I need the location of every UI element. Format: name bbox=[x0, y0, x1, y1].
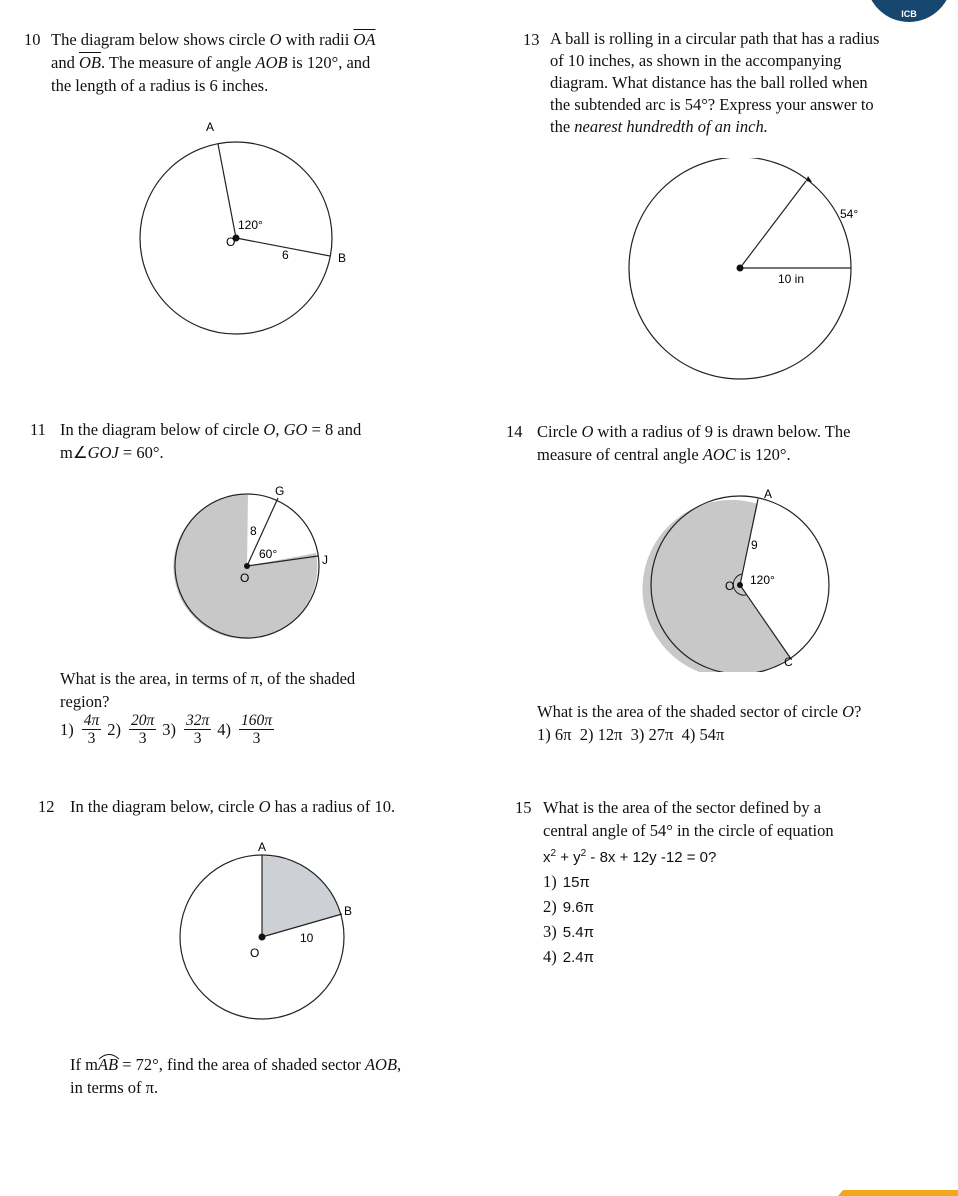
q13-arrow-icon bbox=[806, 176, 812, 182]
q12-center-point bbox=[259, 934, 266, 941]
q15-number: 15 bbox=[515, 798, 532, 817]
q11-choice-2: $\frac{20\pi}{3}$ bbox=[131, 712, 155, 747]
q11-choice-4: $\frac{160\pi}{3}$ bbox=[241, 712, 273, 747]
q13-radius-label: 10 in bbox=[778, 272, 805, 286]
q12-text: In the diagram below, circle O has a radius of 10. bbox=[70, 797, 396, 816]
q15-text: What is the area of the sector defined by a central angle of 54° in the circle of equation $x^2 + y^2 - 8x + 12y$ -12 = 0? bbox=[543, 798, 834, 866]
q12-shaded-sector bbox=[262, 856, 341, 937]
q14-angle-label: 120° bbox=[750, 573, 775, 587]
q14-label-o: O bbox=[725, 579, 735, 593]
decorative-stripe bbox=[838, 1190, 958, 1196]
q12-circle-diagram bbox=[150, 836, 370, 1046]
q11-radius-label: 8 bbox=[250, 524, 257, 538]
q14-text: Circle O with a radius of 9 is drawn below. The measure of central angle AOC is 120°. bbox=[537, 422, 851, 464]
q10-radius-label: 6 bbox=[282, 248, 289, 262]
q12-followup: If m AB = 72°, find the area of shaded sector AOB, in terms of π. bbox=[70, 1053, 490, 1099]
q14-center-point bbox=[737, 582, 743, 588]
q11-choices bbox=[60, 712, 280, 747]
q15-equation: $x^2 + y^2 - 8x + 12y$ -12 = 0? bbox=[543, 848, 717, 866]
arc-symbol-icon bbox=[98, 1052, 120, 1060]
logo-badge bbox=[866, 0, 952, 22]
q13-text: A ball is rolling in a circular path that has a radius of 10 inches, as shown in the accompanying diagram. What distance has the ball rolled when the subtended arc is 54°? Express your answer to the nearest hundredth of an inch. bbox=[550, 29, 880, 136]
q11-circle-diagram bbox=[170, 478, 350, 648]
q15-choice-1: 1) 15π bbox=[543, 872, 590, 891]
q15-choice-3: 3) 5.4π bbox=[543, 922, 594, 941]
q11-choice-3: $\frac{32\pi}{3}$ bbox=[186, 712, 210, 747]
q11-choice-3-label: 3) bbox=[162, 719, 177, 739]
q15-choice-2: 2) 9.6π bbox=[543, 897, 594, 916]
q10-text: The diagram below shows circle O with radii $\overline{OA}$ and $\overline{OB}$. The measure of angle AOB is 120°, and the length of a radius is 6 inches. bbox=[51, 30, 376, 95]
q11-number: 11 bbox=[30, 420, 46, 439]
q13-center-point bbox=[737, 265, 744, 272]
q10-label-a: A bbox=[206, 120, 215, 134]
q14-circle-diagram bbox=[640, 482, 840, 672]
q11-question: What is the area, in terms of π, of the shaded region? bbox=[60, 669, 356, 711]
q14-number: 14 bbox=[506, 422, 523, 441]
q14-label-c: C bbox=[784, 655, 793, 669]
q12-radius-label: 10 bbox=[300, 931, 314, 945]
q13-angle-label: 54° bbox=[840, 207, 859, 221]
q10-radius-oa bbox=[218, 144, 236, 238]
q11-choice-2-label: 2) bbox=[107, 719, 122, 739]
q15-choices bbox=[543, 869, 594, 969]
q15-choice-4: 4) 2.4π bbox=[543, 947, 594, 966]
q11-text: In the diagram below of circle O, GO = 8 and m∠GOJ = 60°. bbox=[60, 420, 362, 462]
q10-label-b: B bbox=[338, 251, 347, 265]
q14-choices: 1) 6π 2) 12π 3) 27π 4) 54π bbox=[537, 725, 725, 744]
q14-label-a: A bbox=[764, 487, 773, 501]
q14-question: What is the area of the shaded sector of circle O? 1) 6π 2) 12π 3) 27π 4) 54π bbox=[537, 702, 862, 744]
q12-label-o: O bbox=[250, 946, 260, 960]
q11-label-g: G bbox=[275, 484, 285, 498]
q14-radius-label: 9 bbox=[751, 538, 758, 552]
q11-choice-1: $\frac{4\pi}{3}$ bbox=[83, 712, 100, 747]
q11-angle-label: 60° bbox=[259, 547, 278, 561]
q11-center-point bbox=[244, 563, 250, 569]
q10-label-o: O bbox=[226, 235, 236, 249]
q10-angle-label: 120° bbox=[238, 218, 263, 232]
q10-number: 10 bbox=[24, 30, 41, 49]
q10-circle-diagram bbox=[130, 115, 370, 345]
q13-radius-angled bbox=[740, 181, 806, 268]
q13-number: 13 bbox=[523, 30, 540, 49]
logo-text: ICB bbox=[901, 9, 917, 19]
q11-label-o: O bbox=[240, 571, 250, 585]
q11-choice-1-label: 1) bbox=[60, 719, 74, 739]
q12-number: 12 bbox=[38, 797, 55, 816]
q11-choice-4-label: 4) bbox=[217, 719, 232, 739]
q12-label-b: B bbox=[344, 904, 353, 918]
q12-label-a: A bbox=[258, 840, 267, 854]
q11-label-j: J bbox=[322, 553, 328, 567]
q13-circle-diagram bbox=[620, 158, 870, 390]
